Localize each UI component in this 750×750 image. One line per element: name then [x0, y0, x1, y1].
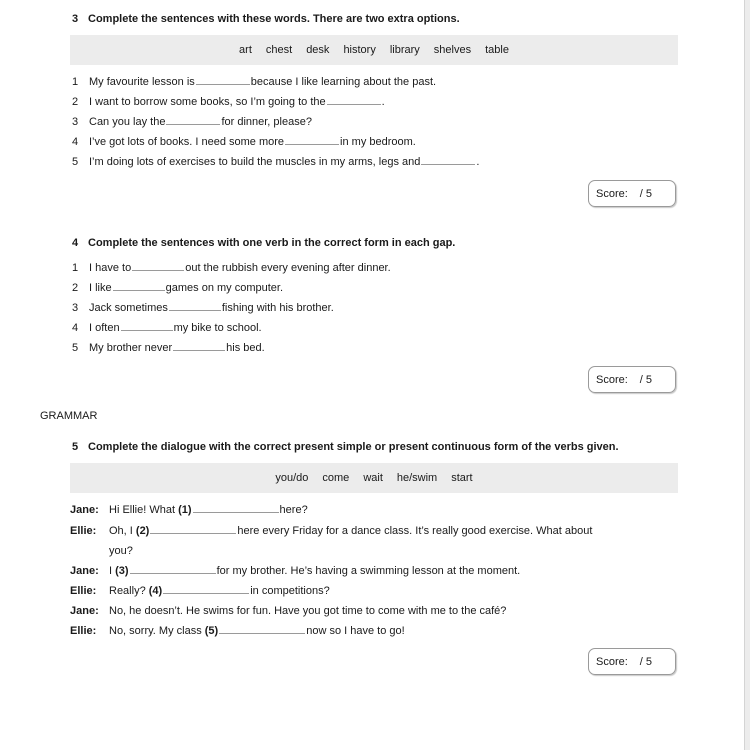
dialogue-line: [70, 503, 670, 518]
answer-gap[interactable]: [421, 155, 475, 165]
exercise-3-item: [72, 115, 312, 130]
item-text-after: .: [381, 96, 385, 108]
item-text-before: I’ve got lots of books. I need some more: [89, 136, 285, 148]
exercise-4-number: 4: [72, 237, 79, 249]
dialogue-line: [70, 624, 670, 639]
word-option: library: [389, 44, 420, 56]
item-text-before: My favourite lesson is: [89, 76, 195, 88]
score-total: / 5: [639, 656, 653, 668]
item-text-after: for dinner, please?: [221, 116, 312, 128]
speaker-label: Jane:: [70, 605, 99, 617]
line-text-before: you?: [109, 545, 133, 557]
item-text-before: Jack sometimes: [89, 302, 168, 314]
line-text-after: here?: [279, 504, 308, 516]
item-number: 5: [72, 342, 79, 354]
item-number: 2: [72, 282, 79, 294]
exercise-5-word-box: [70, 463, 678, 493]
gap-number: (4): [148, 585, 163, 597]
answer-gap[interactable]: [150, 524, 236, 534]
exercise-3-number: 3: [72, 13, 79, 25]
answer-gap[interactable]: [130, 564, 216, 574]
item-text-after: games on my computer.: [165, 282, 284, 294]
answer-gap[interactable]: [121, 321, 173, 331]
item-number: 5: [72, 156, 79, 168]
answer-gap[interactable]: [132, 261, 184, 271]
exercise-4-score-box: [588, 366, 676, 393]
item-text-after: his bed.: [226, 342, 265, 354]
word-option: table: [485, 44, 509, 56]
item-text-before: I want to borrow some books, so I’m going to the: [89, 96, 326, 108]
line-text-before: No, he doesn’t. He swims for fun. Have you got time to come with me to the café?: [109, 605, 507, 617]
word-option: desk: [306, 44, 330, 56]
score-label: Score:: [596, 188, 628, 200]
exercise-5-score-box: [588, 648, 676, 675]
line-text-before: I: [109, 565, 113, 577]
answer-gap[interactable]: [327, 95, 381, 105]
answer-gap[interactable]: [163, 584, 249, 594]
answer-gap[interactable]: [196, 75, 250, 85]
exercise-3-heading: [72, 13, 460, 25]
exercise-4-item: [72, 281, 283, 296]
exercise-4-item: [72, 301, 334, 316]
line-text-after: in competitions?: [250, 585, 330, 597]
answer-gap[interactable]: [169, 301, 221, 311]
score-total: / 5: [639, 374, 653, 386]
word-option: art: [239, 44, 252, 56]
exercise-4-item: [72, 321, 262, 336]
dialogue-line: [70, 584, 670, 599]
word-option: wait: [363, 472, 383, 484]
exercise-3-item: [72, 95, 385, 110]
item-number: 2: [72, 96, 79, 108]
item-text-after: my bike to school.: [173, 322, 262, 334]
gap-number: (5): [204, 625, 219, 637]
exercise-4-item: [72, 341, 265, 356]
exercise-4-instruction: Complete the sentences with one verb in the correct form in each gap.: [88, 237, 456, 249]
exercise-3-item: [72, 155, 479, 170]
item-text-before: Can you lay the: [89, 116, 166, 128]
item-text-before: I like: [89, 282, 112, 294]
speaker-label: Ellie:: [70, 625, 97, 637]
item-text-before: I have to: [89, 262, 132, 274]
dialogue-line: [70, 604, 670, 619]
item-number: 3: [72, 116, 79, 128]
exercise-5-instruction: Complete the dialogue with the correct present simple or present continuous form of the verbs given.: [88, 441, 619, 453]
dialogue-line: [70, 524, 670, 539]
item-text-after: fishing with his brother.: [221, 302, 334, 314]
answer-gap[interactable]: [219, 624, 305, 634]
line-text-after: now so I have to go!: [306, 625, 405, 637]
exercise-3-item: [72, 75, 436, 90]
item-number: 3: [72, 302, 79, 314]
gap-number: (1): [178, 504, 192, 516]
line-text-before: No, sorry. My class: [109, 625, 202, 637]
item-text-before: I’m doing lots of exercises to build the muscles in my arms, legs and: [89, 156, 421, 168]
score-label: Score:: [596, 656, 628, 668]
item-text-after: in my bedroom.: [340, 136, 416, 148]
word-option: he/swim: [396, 472, 438, 484]
item-text-before: I often: [89, 322, 120, 334]
answer-gap[interactable]: [173, 341, 225, 351]
speaker-label: Jane:: [70, 565, 99, 577]
answer-gap[interactable]: [285, 135, 339, 145]
gap-number: (3): [115, 565, 129, 577]
exercise-4-item: [72, 261, 391, 276]
word-option: history: [343, 44, 376, 56]
line-text-before: Really?: [109, 585, 146, 597]
exercise-5-number: 5: [72, 441, 79, 453]
speaker-label: Jane:: [70, 504, 99, 516]
item-text-after: .: [476, 156, 480, 168]
dialogue-line: [70, 544, 670, 559]
speaker-label: Ellie:: [70, 585, 97, 597]
exercise-4-heading: [72, 237, 455, 249]
word-option: chest: [265, 44, 293, 56]
word-option: start: [451, 472, 473, 484]
word-option: come: [322, 472, 350, 484]
answer-gap[interactable]: [166, 115, 220, 125]
exercise-3-item: [72, 135, 416, 150]
item-text-before: My brother never: [89, 342, 173, 354]
score-label: Score:: [596, 374, 628, 386]
answer-gap[interactable]: [193, 503, 279, 513]
grammar-section-label: GRAMMAR: [40, 410, 98, 422]
exercise-3-score-box: [588, 180, 676, 207]
exercise-5-heading: [72, 441, 619, 453]
line-text-after: for my brother. He’s having a swimming lesson at the moment.: [216, 565, 521, 577]
exercise-3-word-box: [70, 35, 678, 65]
answer-gap[interactable]: [113, 281, 165, 291]
item-number: 1: [72, 262, 79, 274]
line-text-before: Hi Ellie! What: [109, 504, 176, 516]
line-text-after: here every Friday for a dance class. It’s really good exercise. What about: [237, 525, 593, 537]
word-option: shelves: [433, 44, 472, 56]
item-number: 4: [72, 136, 79, 148]
item-number: 1: [72, 76, 79, 88]
item-text-after: out the rubbish every evening after dinner.: [185, 262, 391, 274]
gap-number: (2): [135, 525, 150, 537]
line-text-before: Oh, I: [109, 525, 133, 537]
word-option: you/do: [275, 472, 309, 484]
item-number: 4: [72, 322, 79, 334]
score-total: / 5: [639, 188, 653, 200]
item-text-after: because I like learning about the past.: [250, 76, 437, 88]
exercise-3-instruction: Complete the sentences with these words. There are two extra options.: [88, 13, 460, 25]
dialogue-line: [70, 564, 670, 579]
speaker-label: Ellie:: [70, 525, 97, 537]
